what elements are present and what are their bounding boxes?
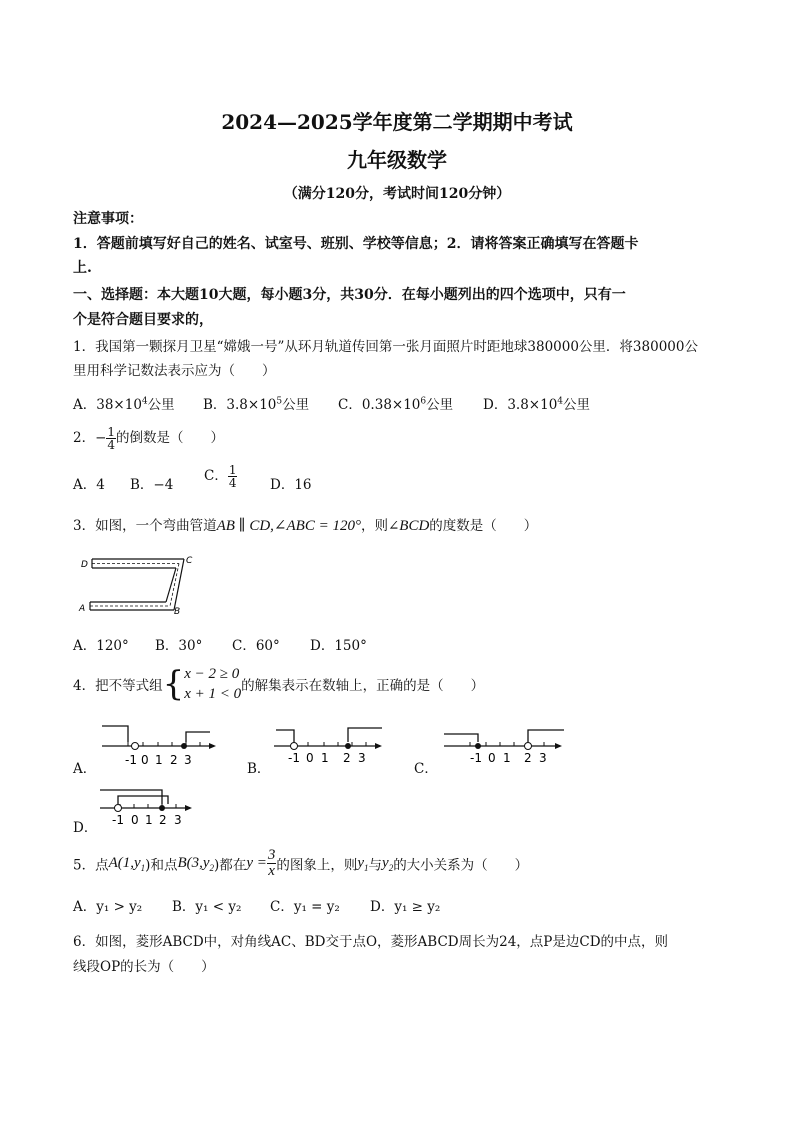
q4-inequality-system: x − 2 ≥ 0 x + 1 < 0 <box>184 666 242 702</box>
svg-text:3: 3 <box>358 751 366 765</box>
q1-option-b: B．$3.8\times 10^5$公里 <box>203 396 310 413</box>
q4-option-c-label: C． <box>414 761 438 777</box>
q3-option-a: A．120° <box>73 638 129 654</box>
q2-fraction: $\frac{1}{4}$ <box>107 425 116 452</box>
label-c: C <box>186 556 193 566</box>
q5-option-b: B．y₁ < y₂ <box>172 899 242 915</box>
q1-option-d: D．$3.8\times 10^4$公里 <box>483 396 591 413</box>
svg-text:-1: -1 <box>112 813 124 827</box>
svg-text:1: 1 <box>155 753 163 767</box>
q1-line-2: 里用科学记数法表示应为（ ） <box>73 363 276 379</box>
svg-text:0: 0 <box>131 813 139 827</box>
label-b: B <box>174 607 181 617</box>
q5-function-fraction: $\frac{3}{x}$ <box>267 847 276 879</box>
exam-subject: 九年级数学 <box>347 148 447 172</box>
svg-text:-1: -1 <box>125 753 137 767</box>
q4-number-line-b <box>272 720 392 770</box>
q4-stem: 4．把不等式组{ x − 2 ≥ 0 x + 1 < 0 的解集表示在数轴上，正确的是（ ） <box>73 664 485 704</box>
q1-option-c: C．$0.38\times 10^6$公里 <box>338 396 454 413</box>
q5-option-c: C．y₁ = y₂ <box>270 899 340 915</box>
q3-option-b: B．30° <box>155 638 203 654</box>
q1-line-1: 1．我国第一颗探月卫星“嫦娥一号”从环月轨道传回第一张月面照片时距地球380000公里．将380000公 <box>73 339 698 355</box>
exam-info: （满分120分，考试时间120分钟） <box>283 186 511 202</box>
q2-option-d: D．16 <box>270 477 312 493</box>
svg-text:1: 1 <box>321 751 329 765</box>
label-a: A <box>79 604 86 614</box>
q4-number-line-d <box>98 784 202 830</box>
q4-number-line-a <box>100 720 220 770</box>
notes-line-2: 上. <box>73 260 92 276</box>
q1-option-a: A．$38\times 10^4$公里 <box>73 396 175 413</box>
svg-text:0: 0 <box>488 751 496 765</box>
notes-heading: 注意事项： <box>73 211 143 227</box>
q2-option-c: C． $\frac{1}{4}$ <box>204 463 237 490</box>
q3-option-c: C．60° <box>232 638 280 654</box>
q4-option-d-label: D． <box>73 820 98 836</box>
svg-text:1: 1 <box>145 813 153 827</box>
svg-text:3: 3 <box>184 753 192 767</box>
q5-stem: 5．点$A(1,y_1)$和点$B(3,y_2)$都在y = $\frac{3}{x}$ 的图象上，则$y_1$与$y_2$的大小关系为（ ） <box>73 847 529 879</box>
q5-option-d: D．y₁ ≥ y₂ <box>370 899 441 915</box>
section-1-line-1: 一、选择题：本大题10大题，每小题3分，共30分．在每小题列出的四个选项中，只有一 <box>73 287 626 303</box>
svg-text:3: 3 <box>539 751 547 765</box>
q3-pipe-figure <box>78 552 198 618</box>
q2-stem: 2．− $\frac{1}{4}$ 的倒数是（ ） <box>73 425 225 452</box>
q2-option-a: A．4 <box>73 477 105 493</box>
svg-text:2: 2 <box>343 751 351 765</box>
q3-option-d: D．150° <box>310 638 367 654</box>
svg-text:2: 2 <box>159 813 167 827</box>
exam-title: 2024—2025学年度第二学期期中考试 <box>221 110 573 134</box>
q6-line-2: 线段OP的长为（ ） <box>73 959 215 975</box>
q4-option-a-label: A． <box>73 761 97 777</box>
section-1-line-2: 个是符合题目要求的， <box>73 312 213 328</box>
q5-option-a: A．y₁ > y₂ <box>73 899 143 915</box>
svg-text:-1: -1 <box>470 751 482 765</box>
svg-text:-1: -1 <box>288 751 300 765</box>
svg-text:0: 0 <box>141 753 149 767</box>
notes-line-1: 1．答题前填写好自己的姓名、试室号、班别、学校等信息；2．请将答案正确填写在答题卡 <box>73 236 639 252</box>
q4-number-line-c <box>442 720 570 770</box>
q6-line-1: 6．如图，菱形ABCD中，对角线AC、BD交于点O，菱形ABCD周长为24，点P是边CD的中点，则 <box>73 934 669 950</box>
svg-text:1: 1 <box>503 751 511 765</box>
svg-text:3: 3 <box>174 813 182 827</box>
svg-text:2: 2 <box>524 751 532 765</box>
svg-text:2: 2 <box>170 753 178 767</box>
q3-stem: 3．如图，一个弯曲管道AB ∥ CD,∠ABC = 120°，则∠BCD的度数是（ ） <box>73 518 538 534</box>
q2-option-b: B．−4 <box>130 477 174 493</box>
svg-text:0: 0 <box>306 751 314 765</box>
q4-option-b-label: B． <box>247 761 271 777</box>
label-d: D <box>81 560 88 570</box>
